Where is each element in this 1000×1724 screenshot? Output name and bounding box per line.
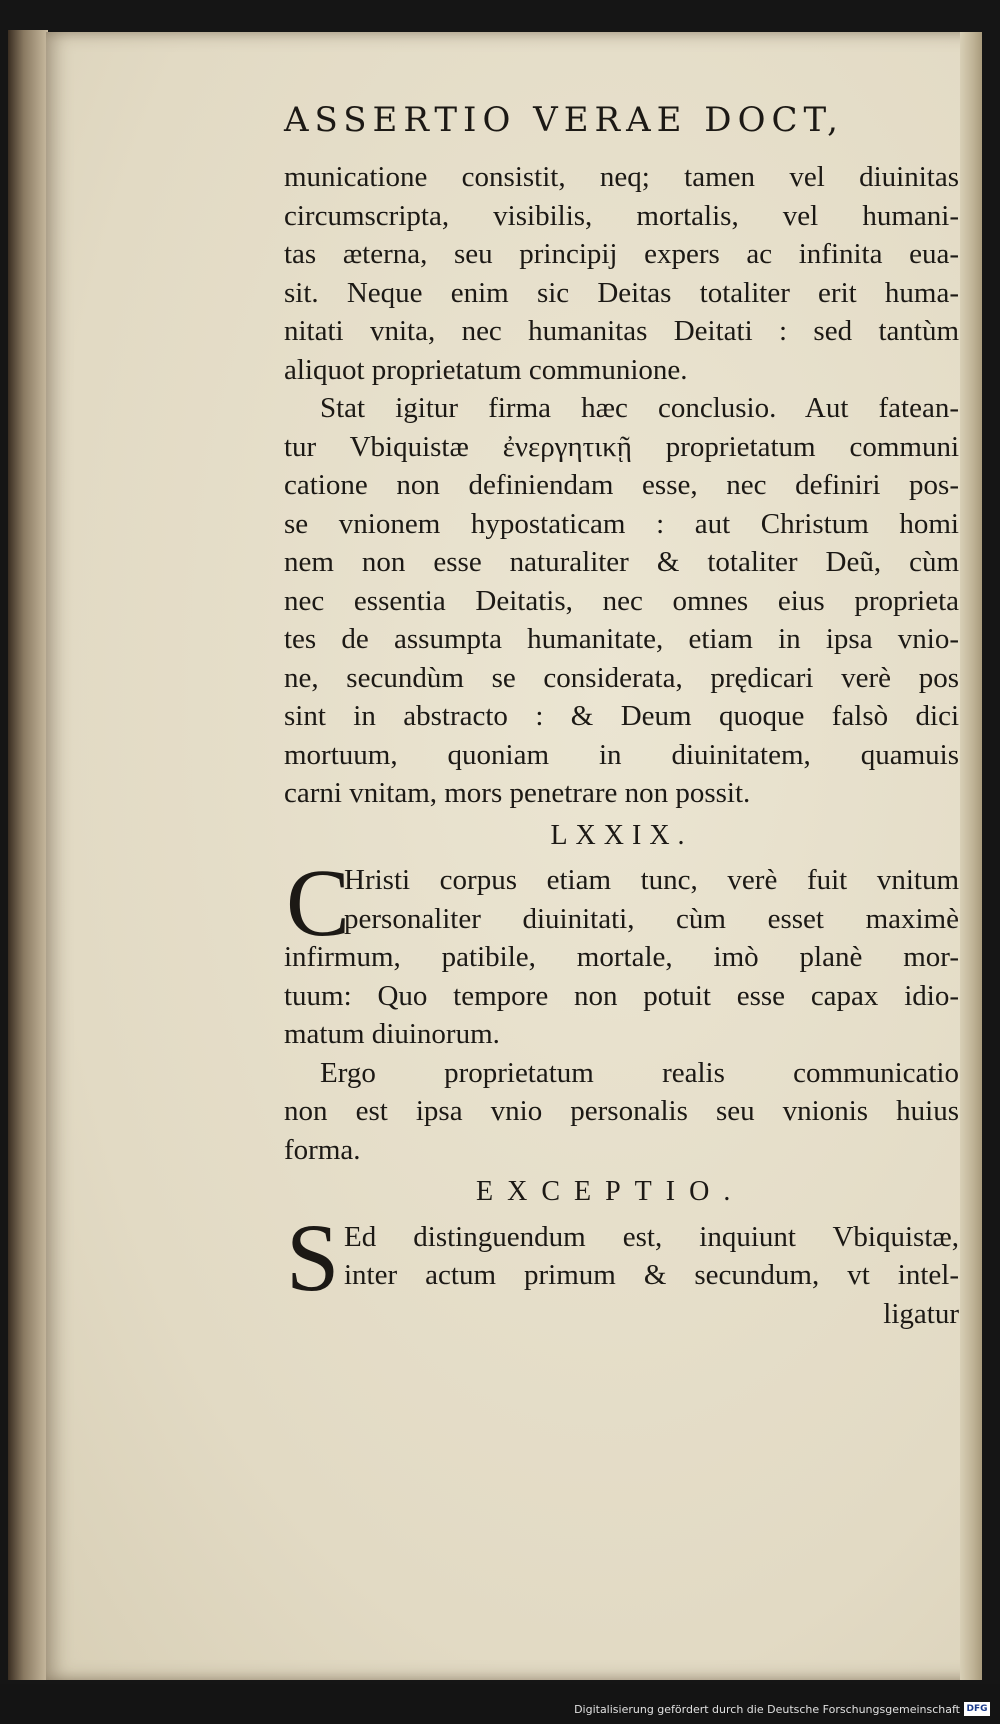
paragraph-1 [284,158,959,389]
running-head: ASSERTIO VERAE DOCT, [284,100,844,140]
text-line: tes de assumpta humanitate, etiam in ipsa vnio- [284,623,959,655]
text-line: municatione consistit, neq; tamen vel diuinitas [284,161,959,193]
text-line: Stat igitur firma hæc conclusio. Aut fatean- [320,392,959,424]
dfg-logo-icon: DFG [964,1702,990,1716]
text-line: tas æterna, seu principij expers ac infinita eua- [284,238,959,270]
text-line: tur Vbiquistæ ἐνεργητικῇ proprietatum communi [284,430,959,463]
text-line: aliquot proprietatum communione. [284,353,688,386]
text-line: forma. [284,1133,361,1166]
text-line: sit. Neque enim sic Deitas totaliter erit huma- [284,276,959,309]
text-line: Ed distinguendum est, inquiunt Vbiquistæ, [344,1220,959,1253]
text-line: non est ipsa vnio personalis seu vnionis huius [284,1095,959,1127]
text-line: ne, secundùm se considerata, prędicari verè pos [284,661,959,694]
text-line: inter actum primum & secundum, vt intel- [344,1259,959,1291]
paragraph-3 [284,849,959,1054]
footer-bar [0,1684,1000,1724]
text-line: sint in abstracto : & Deum quoque falsò dici [284,700,959,732]
text-line: nec essentia Deitatis, nec omnes eius proprieta [284,584,959,617]
text-line: se vnionem hypostaticam : aut Christum homi [284,507,959,540]
text-line: matum diuinorum. [284,1018,500,1050]
text-line: Hristi corpus etiam tunc, verè fuit vnitum [344,864,959,896]
main-text [284,158,959,1333]
page-fore-edge [960,32,982,1680]
text-line: carni vnitam, mors penetrare non possit. [284,777,751,809]
book-spine-edge [8,30,48,1680]
text-line: tuum: Quo tempore non potuit esse capax idio- [284,979,959,1012]
drop-initial: S [286,1203,340,1311]
text-line: infirmum, patibile, mortale, imò planè mor- [284,941,959,973]
funding-credit: Digitalisierung gefördert durch die Deutsche Forschungsgemeinschaft [574,1703,960,1716]
text-line: catione non definiendam esse, nec definiri pos- [284,469,959,501]
text-line: circumscripta, visibilis, mortalis, vel humani- [284,199,959,232]
text-line: mortuum, quoniam in diuinitatem, quamuis [284,738,959,771]
section-heading: EXCEPTIO. [476,1176,745,1207]
catchword: ligatur [883,1297,959,1330]
text-line: Ergo proprietatum realis communicatio [320,1056,959,1089]
paragraph-4 [284,1054,959,1170]
text-line: personaliter diuinitati, cùm esset maximè [344,902,959,935]
section-number: LXXIX. [550,819,693,851]
paragraph-2 [284,389,959,813]
text-line: nitati vnita, nec humanitas Deitati : sed tantùm [284,315,959,347]
drop-initial: C [286,849,351,956]
paragraph-5 [284,1203,959,1311]
text-line: nem non esse naturaliter & totaliter Deũ, cùm [284,546,959,578]
